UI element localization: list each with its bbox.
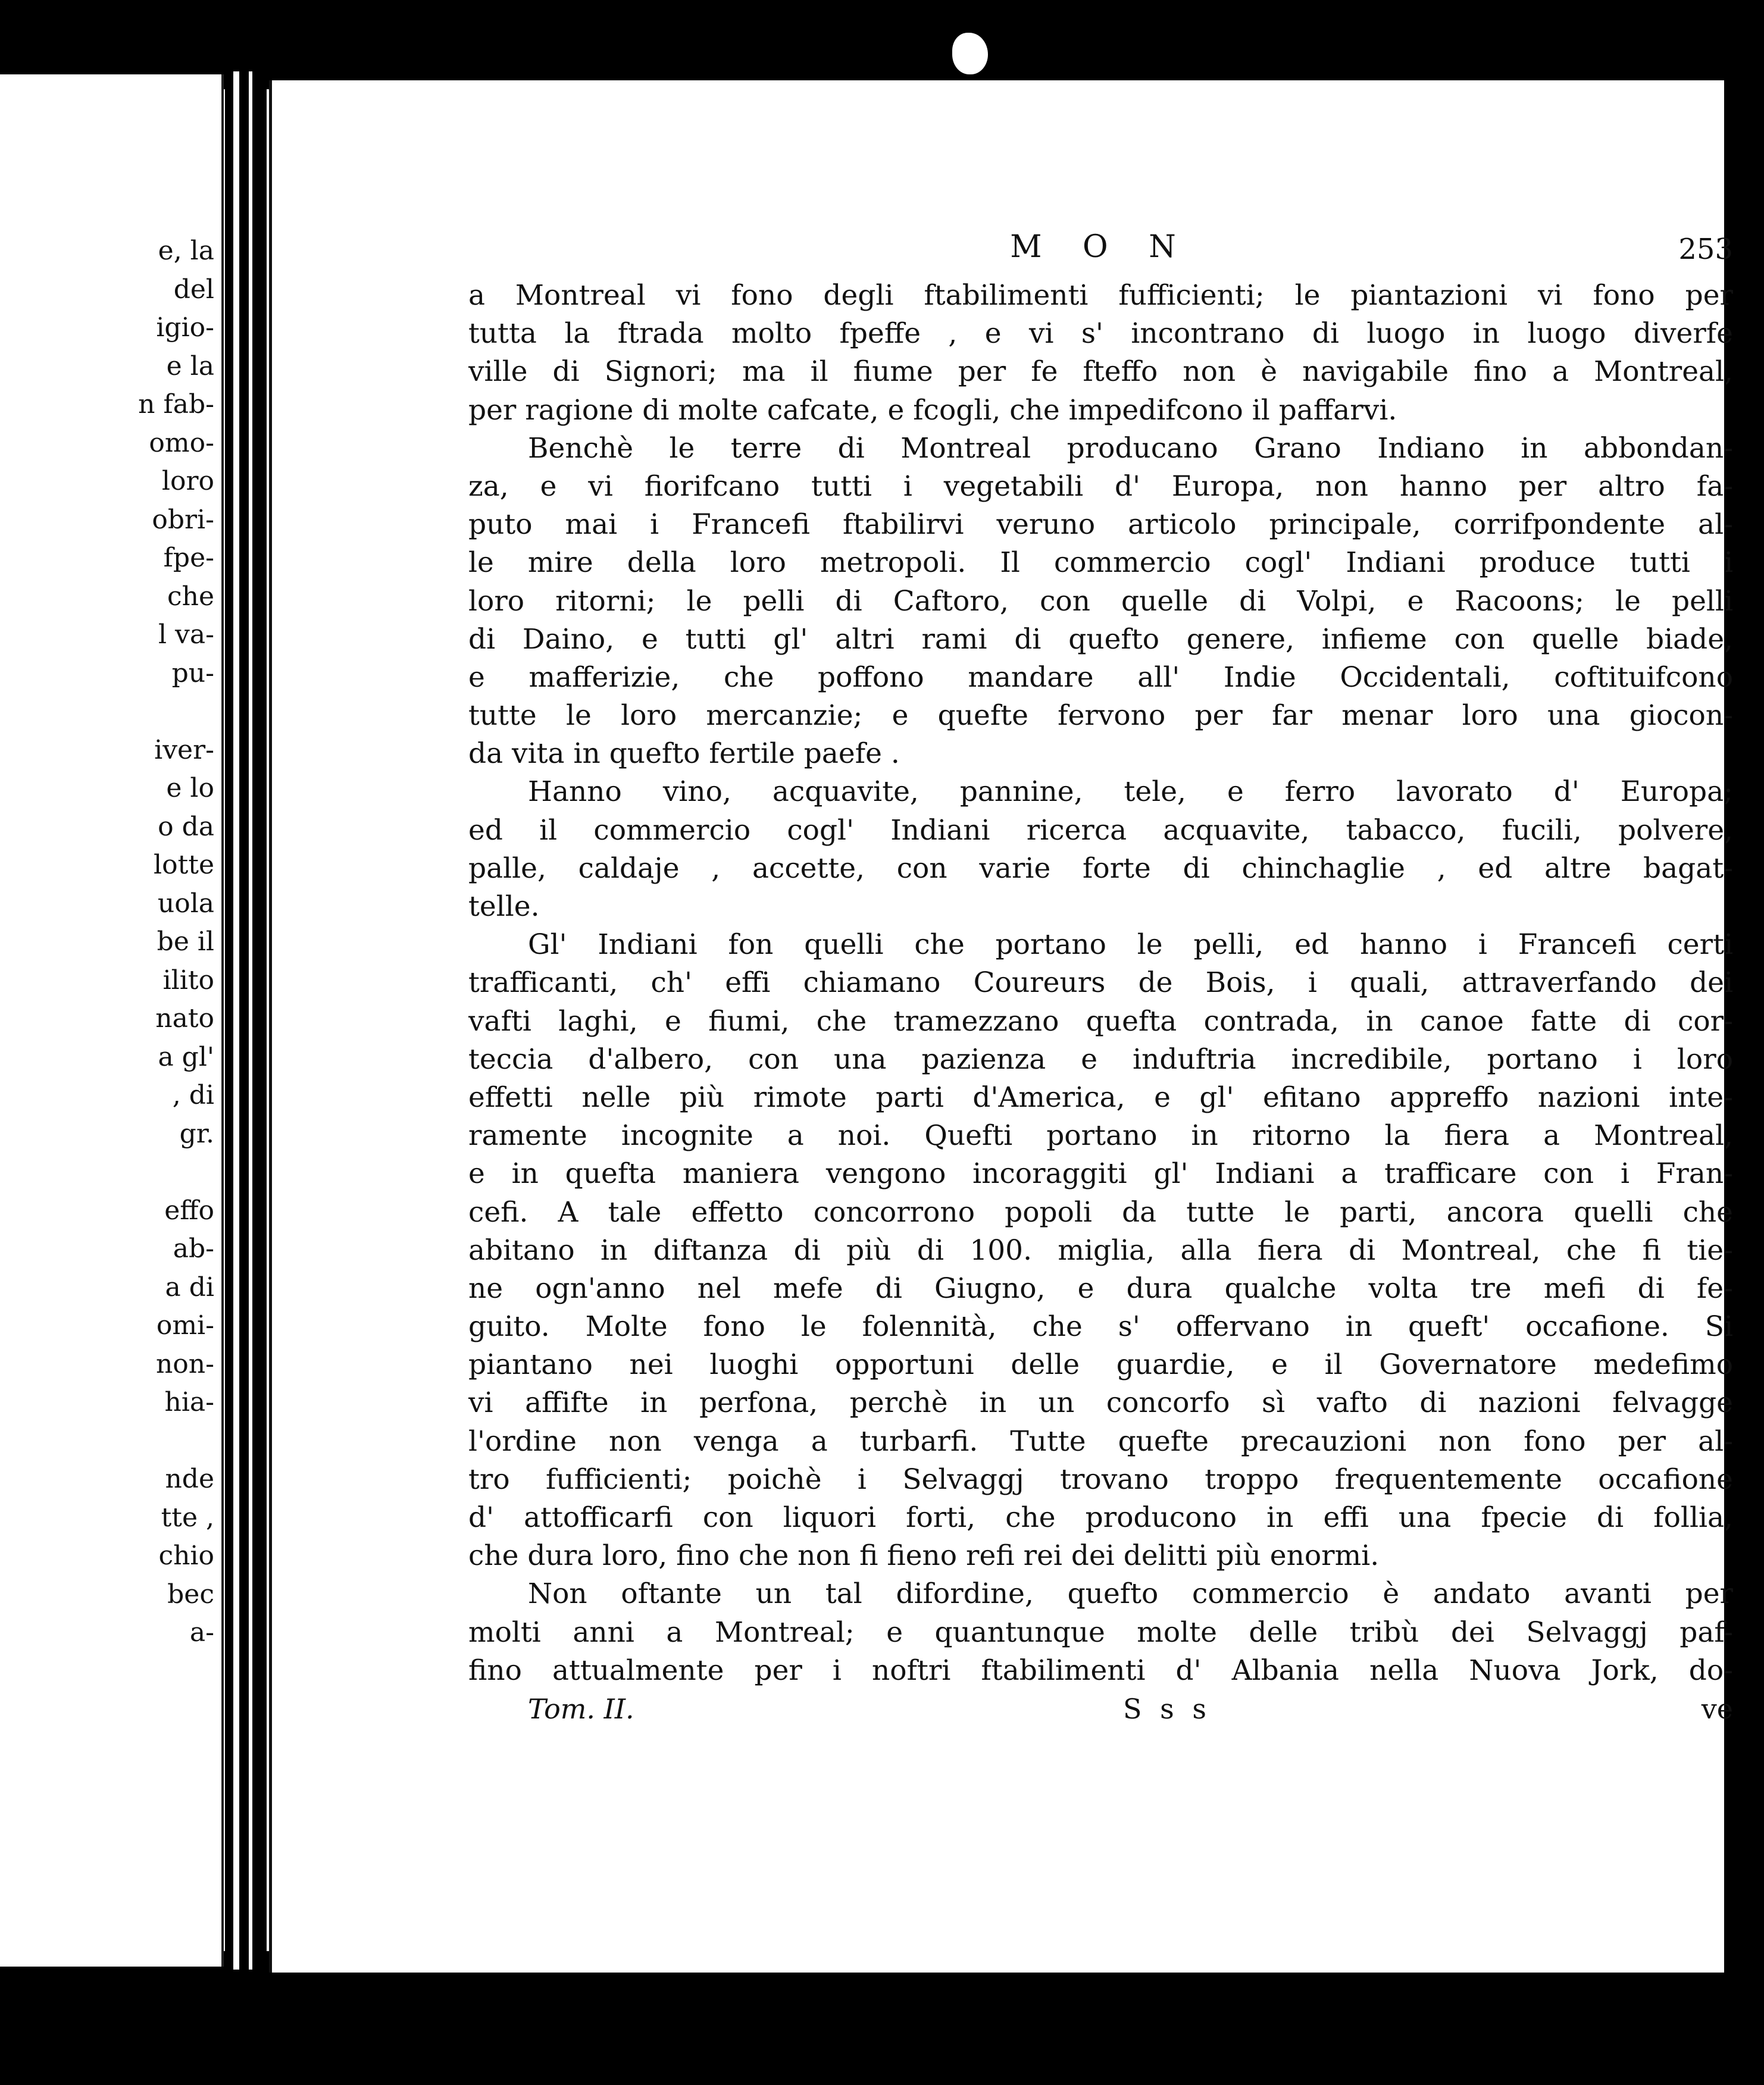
text-line: e mafferizie, che poffono mandare all' Indie Occidentali, coftituifcono (468, 660, 1733, 694)
facing-page-line: obri- (152, 504, 214, 535)
book-gutter (225, 71, 267, 1970)
facing-page-line: ilito (162, 965, 214, 995)
text-line: le mire della loro metropoli. Il commercio cogl' Indiani produce tutti i (468, 546, 1733, 580)
text-line: ramente incognite a noi. Quefti portano in ritorno la fiera a Montreal, (468, 1119, 1733, 1153)
text-line: l'ordine non venga a turbarfi. Tutte quefte precauzioni non fono per al- (468, 1425, 1733, 1458)
text-line: ne ogn'anno nel mefe di Giugno, e dura qualche volta tre mefi di fe- (468, 1272, 1733, 1305)
facing-page-line: gr. (179, 1118, 214, 1149)
facing-page-line: nde (165, 1464, 214, 1494)
facing-page-fragment (0, 74, 224, 1967)
text-line: Benchè le terre di Montreal producano Grano Indiano in abbondan- (528, 431, 1733, 465)
text-line: guito. Molte fono le folennità, che s' offervano in queft' occafione. Si (468, 1310, 1733, 1344)
text-line: Hanno vino, acquavite, pannine, tele, e ferro lavorato d' Europa; (528, 775, 1733, 809)
text-line: ed il commercio cogl' Indiani ricerca acquavite, tabacco, fucili, polvere, (468, 813, 1733, 847)
facing-page-line: e, la (158, 236, 214, 266)
text-line: e in quefta maniera vengono incoraggiti gl' Indiani a trafficare con i Fran- (468, 1157, 1733, 1191)
facing-page-line: a di (165, 1272, 214, 1303)
facing-page-line: igio- (156, 312, 214, 343)
text-line: effetti nelle più rimote parti d'America, e gl' efitano appreffo nazioni inte- (468, 1081, 1733, 1114)
page-number: 253 (1678, 233, 1733, 266)
text-line: telle. (468, 890, 540, 923)
facing-page-line: omi- (156, 1310, 214, 1341)
page-footer (528, 1693, 1733, 1735)
facing-page-line: lotte (154, 850, 214, 880)
facing-page-line: nato (155, 1003, 214, 1034)
running-head (468, 229, 1733, 271)
facing-page-line: , di (172, 1080, 214, 1110)
facing-page-line (138, 1422, 214, 1461)
text-line: puto mai i Francefi ftabilirvi veruno articolo principale, corrifpondente al- (468, 508, 1733, 541)
text-line: Non oftante un tal difordine, quefto commercio è andato avanti per (528, 1577, 1733, 1611)
text-line: di Daino, e tutti gl' altri rami di quefto genere, infieme con quelle biade, (468, 622, 1733, 656)
text-line: fino attualmente per i noftri ftabilimenti d' Albania nella Nuova Jork, do- (468, 1654, 1733, 1687)
volume-mark: Tom. II. (528, 1693, 634, 1725)
text-line: piantano nei luoghi opportuni delle guardie, e il Governatore medefimo (468, 1348, 1733, 1382)
facing-page-line: ab- (173, 1234, 214, 1264)
facing-page-line: be il (157, 926, 214, 957)
facing-page-line: e la (166, 350, 214, 381)
text-line: tutte le loro mercanzie; e quefte fervono per far menar loro una giocon- (468, 699, 1733, 732)
facing-page-line: o da (158, 811, 214, 842)
facing-page-line: hia- (164, 1387, 214, 1417)
text-line: a Montreal vi fono degli ftabilimenti fufficienti; le piantazioni vi fono per (468, 279, 1733, 312)
facing-page-line: omo- (149, 427, 214, 458)
text-line: palle, caldaje , accette, con varie forte di chinchaglie , ed altre bagat- (468, 851, 1733, 885)
text-line: molti anni a Montreal; e quantunque molte delle tribù dei Selvaggj paf- (468, 1616, 1733, 1649)
facing-page-line: fpe- (163, 543, 214, 573)
text-line: che dura loro, fino che non fi fieno refi rei dei delitti più enormi. (468, 1539, 1380, 1573)
text-line: cefi. A tale effetto concorrono popoli da tutte le parti, ancora quelli che (468, 1195, 1733, 1229)
text-line: trafficanti, ch' effi chiamano Coureurs de Bois, i quali, attraverfando dei (468, 966, 1733, 1000)
facing-page-line: a- (189, 1617, 214, 1648)
facing-page-line (138, 693, 214, 731)
facing-page-line-endings (138, 232, 214, 1652)
facing-page-line: l va- (158, 619, 214, 650)
facing-page-line: tte , (161, 1502, 214, 1533)
book-page (269, 80, 1733, 1973)
text-line: tutta la ftrada molto fpeffe , e vi s' incontrano di luogo in luogo diverfe (468, 317, 1733, 350)
facing-page-line: non- (155, 1348, 214, 1379)
facing-page-line: loro (161, 466, 214, 496)
facing-page-line: e lo (166, 773, 214, 803)
text-line: ville di Signori; ma il fiume per fe fteffo non è navigabile fino a Montreal, (468, 355, 1733, 389)
facing-page-line: effo (164, 1195, 214, 1226)
text-line: vi affifte in perfona, perchè in un concorfo sì vafto di nazioni felvagge (468, 1386, 1733, 1420)
text-line: abitano in diftanza di più di 100. miglia, alla fiera di Montreal, che fi tie- (468, 1234, 1733, 1267)
facing-page-line: n fab- (138, 389, 214, 419)
facing-page-line: chio (158, 1541, 214, 1571)
text-line: za, e vi fiorifcano tutti i vegetabili d' Europa, non hanno per altro fa- (468, 469, 1733, 503)
text-line: d' attofficarfi con liquori forti, che producono in effi una fpecie di follia, (468, 1501, 1733, 1534)
facing-page-line: a gl' (158, 1041, 214, 1072)
text-line: per ragione di molte cafcate, e fcogli, che impedifcono il paffarvi. (468, 393, 1397, 427)
text-line: da vita in quefto fertile paefe . (468, 737, 900, 771)
signature-mark: S s s (1123, 1693, 1211, 1725)
facing-page-line: bec (167, 1579, 214, 1610)
text-line: tro fufficienti; poichè i Selvaggj trovano troppo frequentemente occafione (468, 1463, 1733, 1496)
facing-page-line: uola (157, 888, 214, 919)
text-line: teccia d'albero, con una pazienza e induftria incredibile, portano i loro (468, 1042, 1733, 1076)
facing-page-line (138, 1153, 214, 1192)
catchword: ve (1701, 1693, 1733, 1725)
facing-page-line: che (167, 581, 214, 612)
running-head-title: M O N (1010, 229, 1191, 265)
facing-page-line: pu- (171, 658, 214, 688)
text-line: loro ritorni; le pelli di Caftoro, con quelle di Volpi, e Racoons; le pelli (468, 584, 1733, 618)
facing-page-line: del (173, 274, 214, 305)
paper-tear (952, 33, 988, 74)
body-text (468, 277, 1733, 1690)
text-line: vafti laghi, e fiumi, che tramezzano quefta contrada, in canoe fatte di cor- (468, 1004, 1733, 1038)
text-line: Gl' Indiani fon quelli che portano le pelli, ed hanno i Francefi certi (528, 928, 1733, 962)
facing-page-line: iver- (154, 734, 214, 765)
